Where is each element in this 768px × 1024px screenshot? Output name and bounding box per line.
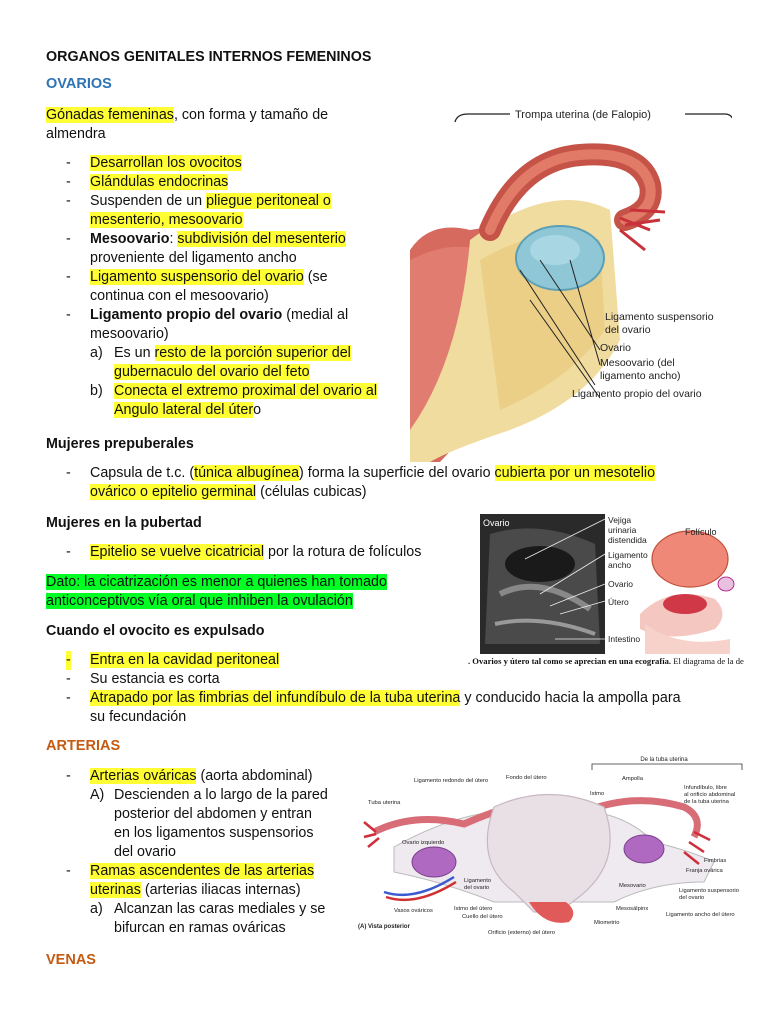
- section-heading-ovocito: Cuando el ovocito es expulsado: [46, 623, 265, 639]
- section-heading-pubertad: Mujeres en la pubertad: [46, 515, 202, 531]
- figure-label: (A) Vista posterior: [358, 924, 410, 930]
- figure-label: Ovario: [483, 518, 510, 528]
- list-item: - Capsula de t.c. (túnica albugínea) forma la superficie del ovario cubierta por un mesotelio ovárico o epitelio germinal (células cubicas): [66, 465, 656, 500]
- list-item: - Atrapado por las fimbrias del infundíbulo de la tuba uterina y conducido hacia la ampolla para su fecundación: [66, 690, 681, 725]
- figure-label: Intestino: [608, 634, 641, 644]
- section-heading-prepuberales: Mujeres prepuberales: [46, 436, 194, 452]
- figure-label: Fondo del útero: [506, 775, 547, 781]
- list-item: - Entra en la cavidad peritoneal: [66, 652, 280, 668]
- figure-label: de la tuba uterina: [684, 799, 729, 805]
- figure-label: ancho: [608, 560, 632, 570]
- figure-label: Ampolla: [622, 776, 643, 782]
- list-item: - Mesoovario: subdivisión del mesenterio proveniente del ligamento ancho: [66, 231, 346, 266]
- page-title: ORGANOS GENITALES INTERNOS FEMENINOS: [46, 49, 372, 65]
- arterias-list: [66, 767, 356, 938]
- figure-label: Mesoovario (del: [600, 357, 675, 369]
- sub-list-item: b) Conecta el extremo proximal del ovario al Angulo lateral del útero: [90, 383, 378, 418]
- figure-caption: . Ovarios y útero tal como se aprecian en una ecografía. El diagrama de la de: [468, 656, 744, 666]
- figure-label: del ovario: [605, 324, 651, 336]
- list-item: - Desarrollan los ovocitos: [66, 155, 242, 171]
- sub-list-item: a) Alcanzan las caras mediales y se bifurcan en ramas ováricas: [90, 901, 326, 936]
- figure-label: Ligamento propio del ovario: [572, 388, 702, 400]
- dato-note: Dato: la cicatrización es menor a quienes han tomado anticonceptivos vía oral que inhiben la ovulación: [46, 574, 387, 609]
- list-item: - Suspenden de un pliegue peritoneal o mesenterio, mesoovario: [66, 193, 331, 228]
- figure-label: Infundíbulo, libre: [684, 785, 727, 791]
- figure-label: Ovario izquierdo: [402, 840, 445, 846]
- ovarios-list: [66, 154, 396, 420]
- figure-label: del ovario: [464, 885, 490, 891]
- figure-label: Ligamento suspensorio: [679, 888, 739, 894]
- figure-label: distendida: [608, 535, 647, 545]
- section-heading-venas: VENAS: [46, 952, 96, 968]
- figure-label: Ligamento redondo del útero: [414, 778, 489, 784]
- figure-label: Útero: [608, 597, 629, 607]
- figure-label: Tuba uterina: [368, 800, 401, 806]
- list-item: - Su estancia es corta: [66, 671, 220, 687]
- figure-label: urinaria: [608, 525, 637, 535]
- ultrasound-figure: [468, 514, 744, 666]
- uterus-posterior-figure: [354, 752, 746, 942]
- figure-label: Mesosálpinx: [616, 906, 649, 912]
- highlight: Gónadas femeninas: [46, 107, 174, 123]
- list-item: - Glándulas endocrinas: [66, 174, 229, 190]
- figure-label: ligamento ancho): [600, 370, 681, 382]
- sub-list-item: A) Descienden a lo largo de la pared posterior del abdomen y entran en los ligamentos suspensorios del ovario: [90, 787, 328, 860]
- figure-label: Ligamento: [608, 550, 648, 560]
- figure-label: Mesovario: [619, 883, 646, 889]
- section-heading-ovarios: OVARIOS: [46, 76, 112, 92]
- figure-label: Orificio (externo) del útero: [488, 930, 556, 936]
- list-item: - Epitelio se vuelve cicatricial por la rotura de folículos: [66, 544, 422, 560]
- figure-label: del ovario: [679, 895, 705, 901]
- figure-label: Vejiga: [608, 515, 632, 525]
- figure-label: Miometrio: [594, 920, 620, 926]
- ovary-anatomy-figure: [410, 100, 732, 462]
- figure-label: Vasos ováricos: [394, 908, 433, 914]
- figure-label: Franja ovárica: [686, 868, 723, 874]
- figure-label: Ovario: [608, 579, 634, 589]
- list-item: - Arterias ováricas (aorta abdominal): [66, 768, 313, 784]
- figure-label: Cuello del útero: [462, 914, 503, 920]
- figure-label: Fimbrias: [704, 858, 727, 864]
- figure-label: Istmo: [590, 791, 605, 797]
- section-heading-arterias: ARTERIAS: [46, 738, 121, 754]
- figure-label: Ligamento: [464, 878, 492, 884]
- list-item: - Ligamento propio del ovario (medial al mesoovario): [66, 307, 349, 342]
- sub-list-item: a) Es un resto de la porción superior del gubernaculo del ovario del feto: [90, 345, 351, 380]
- figure-label: al orificio abdominal: [684, 792, 736, 798]
- figure-label: De la tuba uterina: [640, 757, 688, 763]
- figure-label: Ligamento ancho del útero: [666, 912, 735, 918]
- list-item: - Ligamento suspensorio del ovario (se continua con el mesoovario): [66, 269, 328, 304]
- ovocito-list: [66, 651, 736, 727]
- figure-label: Ovario: [600, 342, 631, 354]
- figure-label: Trompa uterina (de Falopio): [515, 109, 651, 121]
- figure-label: Istmo del útero: [454, 906, 493, 912]
- list-item: - Ramas ascendentes de las arterias uterinas (arterias iliacas internas): [66, 863, 315, 898]
- figure-label: Ligamento suspensorio: [605, 311, 714, 323]
- figure-label: Folículo: [685, 527, 717, 537]
- ovarios-intro: Gónadas femeninas, con forma y tamaño de almendra: [46, 107, 329, 142]
